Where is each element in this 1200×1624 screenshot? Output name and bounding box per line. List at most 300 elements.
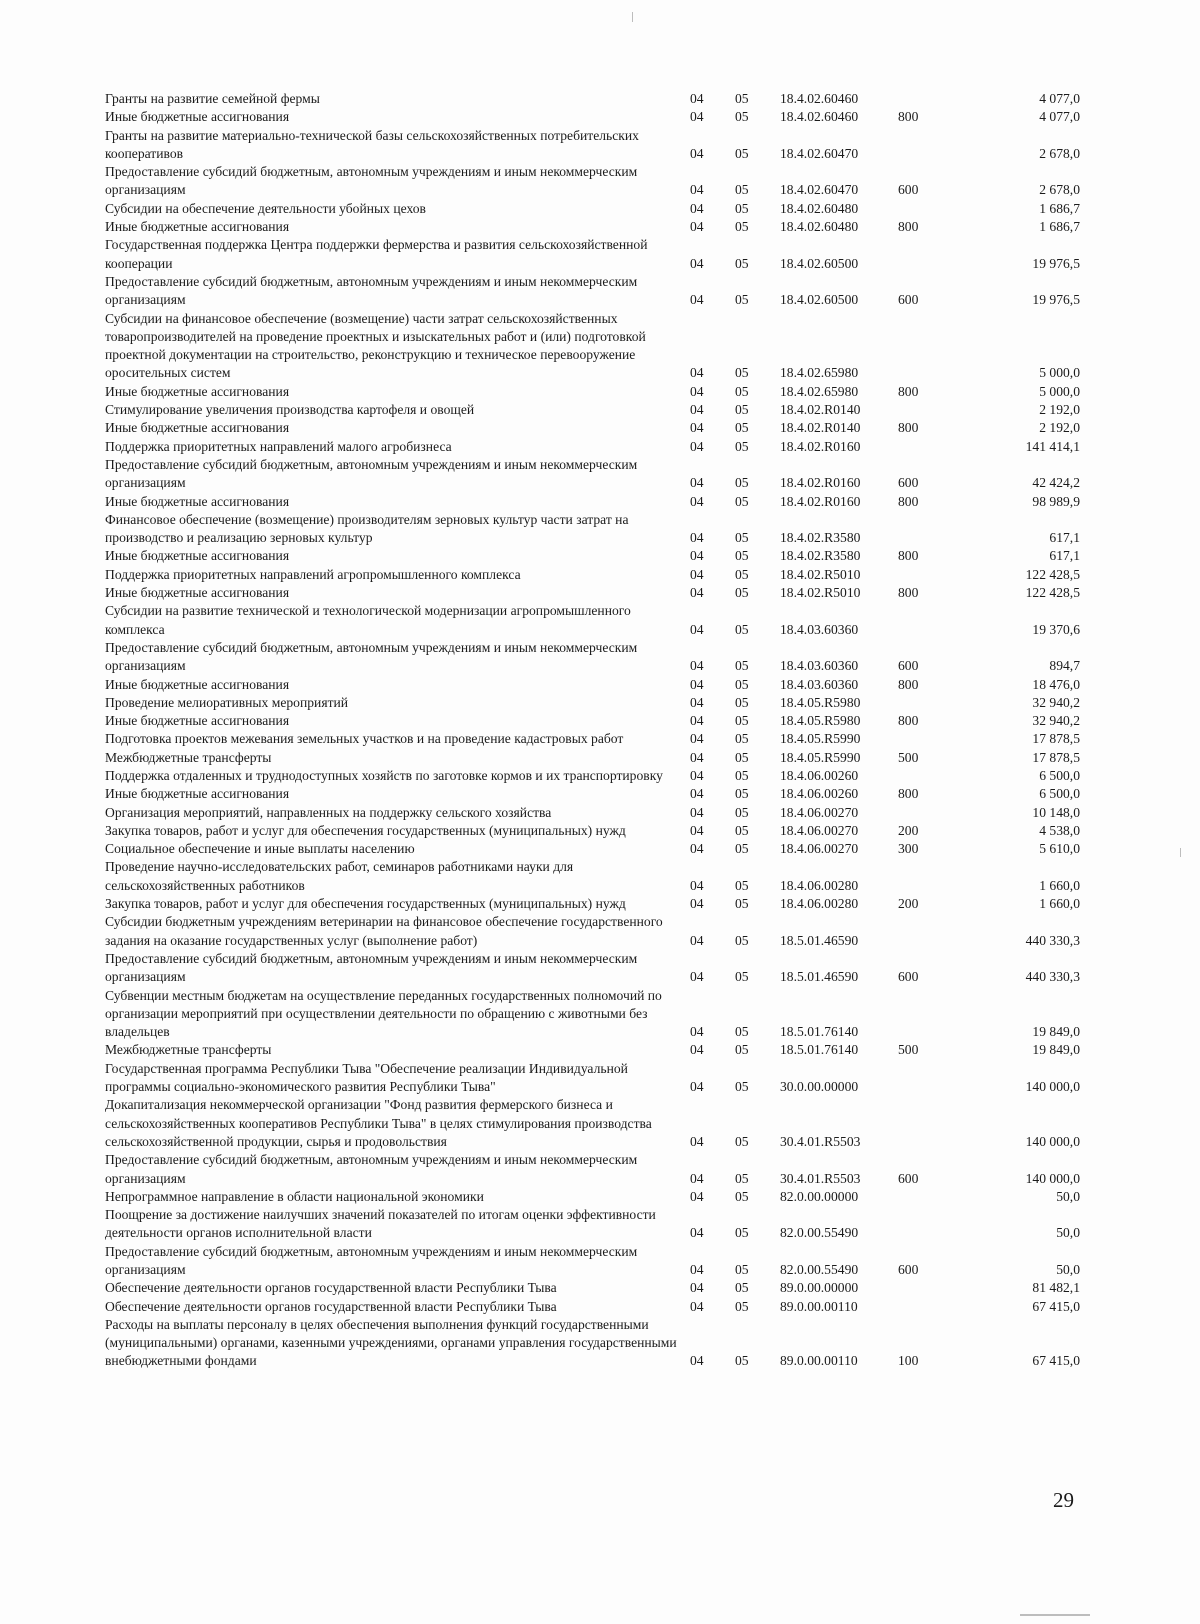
section-code: 04 (690, 530, 704, 546)
expense-type-code (898, 987, 960, 1042)
section-code: 04 (690, 1079, 704, 1095)
item-name: Предоставление субсидий бюджетным, автономным учреждениям и иным некоммерческим организациям (105, 273, 638, 308)
target-article-code: 18.4.02.60480 (780, 200, 859, 216)
amount: 42 424,2 (1032, 475, 1080, 491)
expense-type-code (898, 1188, 960, 1206)
target-article-code: 18.4.05.R5990 (780, 749, 861, 765)
item-name: Подготовка проектов межевания земельных участков и на проведение кадастровых работ (105, 731, 624, 747)
item-name: Расходы на выплаты персоналу в целях обеспечения выполнения функций государственными (муниципальными) органами, казенными учреждениями, органами управления государственными внебюджетными фондами (105, 1316, 677, 1369)
target-article-code: 89.0.00.00000 (780, 1280, 859, 1296)
expense-type-code: 300 (898, 841, 919, 857)
table-row (105, 676, 1080, 694)
amount: 894,7 (1049, 658, 1080, 674)
target-article-code: 18.4.02.65980 (780, 365, 859, 381)
amount: 5 610,0 (1039, 841, 1080, 857)
subsection-code: 05 (735, 402, 749, 418)
item-name: Иные бюджетные ассигнования (105, 786, 290, 802)
expense-type-code (898, 1096, 960, 1151)
page-number: 29 (1053, 1488, 1074, 1512)
target-article-code: 18.5.01.46590 (780, 969, 859, 985)
section-code: 04 (690, 1188, 704, 1204)
target-article-code: 82.0.00.00000 (780, 1188, 859, 1204)
target-article-code: 18.4.02.R0140 (780, 402, 861, 418)
item-name: Обеспечение деятельности органов государственной власти Республики Тыва (105, 1280, 557, 1296)
expense-type-code: 800 (898, 585, 919, 601)
amount: 140 000,0 (1025, 1170, 1080, 1186)
item-name: Субвенции местным бюджетам на осуществление переданных государственных полномочий по организации мероприятий при осуществлении деятельности по обращению с животными без владельцев (105, 987, 662, 1040)
section-code: 04 (690, 694, 704, 710)
amount: 440 330,3 (1025, 969, 1080, 985)
subsection-code: 05 (735, 438, 749, 454)
subsection-code: 05 (735, 91, 749, 106)
expense-type-code: 600 (898, 475, 919, 491)
target-article-code: 18.4.02.60470 (780, 145, 859, 161)
target-article-code: 82.0.00.55490 (780, 1262, 859, 1277)
table-row (105, 804, 1080, 822)
expense-type-code (898, 401, 960, 419)
amount: 617,1 (1049, 548, 1080, 564)
table-row (105, 1041, 1080, 1059)
section-code: 04 (690, 731, 704, 747)
table-row (105, 1060, 1080, 1097)
expense-type-code (898, 1206, 960, 1243)
expense-type-code: 500 (898, 749, 919, 765)
target-article-code: 18.4.02.60470 (780, 182, 859, 198)
target-article-code: 18.4.02.R0160 (780, 493, 861, 509)
expense-type-code (898, 511, 960, 548)
expense-type-code (898, 694, 960, 712)
table-row (105, 200, 1080, 218)
subsection-code: 05 (735, 658, 749, 674)
section-code: 04 (690, 109, 704, 125)
item-name: Предоставление субсидий бюджетным, автономным учреждениям и иным некоммерческим организациям (105, 639, 638, 674)
subsection-code: 05 (735, 255, 749, 271)
amount: 140 000,0 (1025, 1133, 1080, 1149)
expense-type-code: 200 (898, 822, 919, 838)
section-code: 04 (690, 1298, 704, 1314)
table-row (105, 639, 1080, 676)
section-code: 04 (690, 548, 704, 564)
item-name: Обеспечение деятельности органов государственной власти Республики Тыва (105, 1298, 557, 1314)
item-name: Поддержка приоритетных направлений агропромышленного комплекса (105, 566, 521, 582)
table-row (105, 694, 1080, 712)
item-name: Закупка товаров, работ и услуг для обеспечения государственных (муниципальных) нужд (105, 822, 626, 838)
subsection-code: 05 (735, 694, 749, 710)
target-article-code: 18.4.02.R0160 (780, 475, 861, 491)
section-code: 04 (690, 585, 704, 601)
table-row (105, 1151, 1080, 1188)
subsection-code: 05 (735, 475, 749, 491)
scan-artifact-mark (1020, 1614, 1090, 1616)
target-article-code: 30.0.00.00000 (780, 1079, 859, 1095)
section-code: 04 (690, 292, 704, 308)
amount: 67 415,0 (1032, 1353, 1080, 1369)
amount: 2 192,0 (1039, 402, 1080, 418)
table-row (105, 236, 1080, 273)
item-name: Предоставление субсидий бюджетным, автономным учреждениям и иным некоммерческим организациям (105, 456, 638, 491)
subsection-code: 05 (735, 530, 749, 546)
subsection-code: 05 (735, 1024, 749, 1040)
section-code: 04 (690, 91, 704, 106)
subsection-code: 05 (735, 822, 749, 838)
table-row (105, 767, 1080, 785)
section-code: 04 (690, 1042, 704, 1058)
target-article-code: 18.4.06.00260 (780, 767, 859, 783)
subsection-code: 05 (735, 767, 749, 783)
expense-type-code: 800 (898, 383, 919, 399)
expense-type-code (898, 310, 960, 383)
expense-type-code: 500 (898, 1042, 919, 1058)
amount: 5 000,0 (1039, 365, 1080, 381)
table-row (105, 218, 1080, 236)
expense-type-code (898, 730, 960, 748)
table-row (105, 419, 1080, 437)
section-code: 04 (690, 566, 704, 582)
subsection-code: 05 (735, 585, 749, 601)
amount: 6 500,0 (1039, 786, 1080, 802)
table-row (105, 858, 1080, 895)
target-article-code: 18.5.01.76140 (780, 1042, 859, 1058)
item-name: Иные бюджетные ассигнования (105, 420, 290, 436)
table-row (105, 749, 1080, 767)
target-article-code: 89.0.00.00110 (780, 1298, 858, 1314)
item-name: Иные бюджетные ассигнования (105, 219, 290, 235)
table-row (105, 950, 1080, 987)
item-name: Иные бюджетные ассигнования (105, 109, 290, 125)
expense-type-code (898, 767, 960, 785)
expense-type-code (898, 1060, 960, 1097)
budget-table-body (105, 90, 1080, 1371)
table-row (105, 987, 1080, 1042)
expense-type-code: 800 (898, 548, 919, 564)
table-row (105, 456, 1080, 493)
amount: 19 976,5 (1032, 255, 1080, 271)
table-row (105, 1206, 1080, 1243)
expense-type-code (898, 602, 960, 639)
expense-type-code: 800 (898, 786, 919, 802)
section-code: 04 (690, 493, 704, 509)
subsection-code: 05 (735, 1262, 749, 1277)
item-name: Государственная программа Республики Тыва "Обеспечение реализации Индивидуальной программы социально-экономического развития Республики Тыва" (105, 1060, 628, 1095)
section-code: 04 (690, 658, 704, 674)
target-article-code: 18.4.02.R0140 (780, 420, 861, 436)
section-code: 04 (690, 365, 704, 381)
item-name: Иные бюджетные ассигнования (105, 548, 290, 564)
expense-type-code (898, 1298, 960, 1316)
item-name: Субсидии на обеспечение деятельности убойных цехов (105, 200, 426, 216)
target-article-code: 30.4.01.R5503 (780, 1133, 861, 1149)
target-article-code: 18.4.02.R5010 (780, 566, 861, 582)
section-code: 04 (690, 713, 704, 729)
subsection-code: 05 (735, 841, 749, 857)
subsection-code: 05 (735, 804, 749, 820)
section-code: 04 (690, 219, 704, 235)
amount: 122 428,5 (1025, 566, 1080, 582)
section-code: 04 (690, 200, 704, 216)
amount: 18 476,0 (1032, 676, 1080, 692)
table-row (105, 127, 1080, 164)
expense-type-code: 600 (898, 1170, 919, 1186)
subsection-code: 05 (735, 145, 749, 161)
amount: 2 192,0 (1039, 420, 1080, 436)
subsection-code: 05 (735, 109, 749, 125)
table-row (105, 840, 1080, 858)
expense-type-code: 800 (898, 676, 919, 692)
item-name: Гранты на развитие материально-технической базы сельскохозяйственных потребительских кооперативов (105, 127, 639, 161)
amount: 4 538,0 (1039, 822, 1080, 838)
expense-type-code: 800 (898, 420, 919, 436)
section-code: 04 (690, 1170, 704, 1186)
section-code: 04 (690, 767, 704, 783)
item-name: Межбюджетные трансферты (105, 1042, 272, 1058)
subsection-code: 05 (735, 1079, 749, 1095)
expense-type-code: 100 (898, 1353, 919, 1369)
amount: 141 414,1 (1025, 438, 1080, 454)
item-name: Предоставление субсидий бюджетным, автономным учреждениям и иным некоммерческим организациям (105, 1243, 638, 1277)
table-row (105, 273, 1080, 310)
subsection-code: 05 (735, 749, 749, 765)
section-code: 04 (690, 145, 704, 161)
section-code: 04 (690, 676, 704, 692)
scan-artifact-mark (632, 12, 633, 22)
expense-type-code: 800 (898, 493, 919, 509)
item-name: Проведение научно-исследовательских работ, семинаров работниками науки для сельскохозяйственных работников (105, 859, 574, 893)
amount: 4 077,0 (1039, 109, 1080, 125)
table-row (105, 895, 1080, 913)
target-article-code: 18.4.06.00280 (780, 877, 859, 893)
amount: 2 678,0 (1039, 145, 1080, 161)
section-code: 04 (690, 438, 704, 454)
table-row (105, 712, 1080, 730)
target-article-code: 18.4.06.00270 (780, 841, 859, 857)
subsection-code: 05 (735, 182, 749, 198)
amount: 140 000,0 (1025, 1079, 1080, 1095)
target-article-code: 18.4.02.60460 (780, 91, 859, 106)
section-code: 04 (690, 877, 704, 893)
item-name: Поощрение за достижение наилучших значений показателей по итогам оценки эффективности деятельности органов исполнительной власти (105, 1207, 656, 1241)
expense-type-code: 800 (898, 713, 919, 729)
expense-type-code: 200 (898, 896, 919, 912)
target-article-code: 18.4.02.R0160 (780, 438, 861, 454)
table-row (105, 1298, 1080, 1316)
section-code: 04 (690, 255, 704, 271)
item-name: Предоставление субсидий бюджетным, автономным учреждениям и иным некоммерческим организациям (105, 164, 638, 198)
amount: 1 660,0 (1039, 877, 1080, 893)
amount: 17 878,5 (1032, 731, 1080, 747)
subsection-code: 05 (735, 292, 749, 308)
expense-type-code (898, 566, 960, 584)
item-name: Закупка товаров, работ и услуг для обеспечения государственных (муниципальных) нужд (105, 896, 626, 912)
section-code: 04 (690, 969, 704, 985)
table-row (105, 511, 1080, 548)
table-row (105, 1243, 1080, 1280)
amount: 6 500,0 (1039, 767, 1080, 783)
item-name: Иные бюджетные ассигнования (105, 493, 290, 509)
target-article-code: 18.4.03.60360 (780, 676, 859, 692)
expense-type-code: 600 (898, 182, 919, 198)
table-row (105, 90, 1080, 108)
table-row (105, 822, 1080, 840)
target-article-code: 18.4.05.R5990 (780, 731, 861, 747)
expense-type-code (898, 90, 960, 108)
subsection-code: 05 (735, 877, 749, 893)
target-article-code: 18.4.06.00260 (780, 786, 859, 802)
item-name: Государственная поддержка Центра поддержки фермерства и развития сельскохозяйственной кооперации (105, 237, 648, 271)
item-name: Докапитализация некоммерческой организации "Фонд развития фермерского бизнеса и сельскохозяйственных кооперативов Республики Тыва" в целях стимулирования производства сельскохозяйственной продукции, сырья и продовольствия (105, 1097, 652, 1149)
section-code: 04 (690, 749, 704, 765)
expense-type-code: 800 (898, 109, 919, 125)
amount: 2 678,0 (1039, 182, 1080, 198)
target-article-code: 18.4.02.60480 (780, 219, 859, 235)
target-article-code: 18.5.01.46590 (780, 932, 859, 948)
item-name: Поддержка приоритетных направлений малого агробизнеса (105, 438, 452, 454)
amount: 10 148,0 (1032, 804, 1080, 820)
section-code: 04 (690, 932, 704, 948)
amount: 19 849,0 (1032, 1042, 1080, 1058)
target-article-code: 82.0.00.55490 (780, 1225, 859, 1241)
expense-type-code: 800 (898, 219, 919, 235)
expense-type-code: 600 (898, 1262, 919, 1277)
target-article-code: 18.4.02.60500 (780, 255, 859, 271)
item-name: Стимулирование увеличения производства картофеля и овощей (105, 402, 475, 418)
item-name: Субсидии бюджетным учреждениям ветеринарии на финансовое обеспечение государственного задания на оказание государственных услуг (выполнение работ) (105, 914, 663, 948)
item-name: Социальное обеспечение и иные выплаты населению (105, 841, 415, 857)
scan-artifact-mark (1180, 848, 1181, 857)
amount: 19 976,5 (1032, 292, 1080, 308)
amount: 50,0 (1056, 1262, 1080, 1277)
subsection-code: 05 (735, 969, 749, 985)
section-code: 04 (690, 841, 704, 857)
amount: 1 686,7 (1039, 219, 1080, 235)
target-article-code: 18.4.02.60460 (780, 109, 859, 125)
target-article-code: 18.4.03.60360 (780, 658, 859, 674)
item-name: Поддержка отдаленных и труднодоступных хозяйств по заготовке кормов и их транспортировку (105, 767, 663, 783)
item-name: Финансовое обеспечение (возмещение) производителям зерновых культур части затрат на производство и реализацию зерновых культур (105, 511, 629, 546)
target-article-code: 18.4.06.00280 (780, 896, 859, 912)
item-name: Предоставление субсидий бюджетным, автономным учреждениям и иным некоммерческим организациям (105, 1152, 638, 1186)
section-code: 04 (690, 1024, 704, 1040)
table-row (105, 383, 1080, 401)
table-row (105, 163, 1080, 200)
target-article-code: 18.4.02.60500 (780, 292, 859, 308)
amount: 17 878,5 (1032, 749, 1080, 765)
table-row (105, 1096, 1080, 1151)
expense-type-code (898, 1279, 960, 1297)
amount: 50,0 (1056, 1225, 1080, 1241)
subsection-code: 05 (735, 1133, 749, 1149)
target-article-code: 18.4.02.R3580 (780, 530, 861, 546)
subsection-code: 05 (735, 200, 749, 216)
amount: 19 370,6 (1032, 621, 1080, 637)
item-name: Иные бюджетные ассигнования (105, 383, 290, 399)
target-article-code: 18.4.05.R5980 (780, 694, 861, 710)
expense-type-code (898, 858, 960, 895)
amount: 122 428,5 (1025, 585, 1080, 601)
subsection-code: 05 (735, 493, 749, 509)
subsection-code: 05 (735, 383, 749, 399)
subsection-code: 05 (735, 1298, 749, 1314)
expense-type-code: 600 (898, 292, 919, 308)
target-article-code: 18.4.06.00270 (780, 804, 859, 820)
item-name: Межбюджетные трансферты (105, 749, 272, 765)
subsection-code: 05 (735, 548, 749, 564)
section-code: 04 (690, 896, 704, 912)
expense-type-code (898, 804, 960, 822)
subsection-code: 05 (735, 1225, 749, 1241)
item-name: Проведение мелиоративных мероприятий (105, 694, 349, 710)
amount: 617,1 (1049, 530, 1080, 546)
subsection-code: 05 (735, 621, 749, 637)
target-article-code: 89.0.00.00110 (780, 1353, 858, 1369)
subsection-code: 05 (735, 219, 749, 235)
expense-type-code (898, 913, 960, 950)
subsection-code: 05 (735, 365, 749, 381)
target-article-code: 18.4.05.R5980 (780, 713, 861, 729)
table-row (105, 1316, 1080, 1371)
subsection-code: 05 (735, 731, 749, 747)
target-article-code: 30.4.01.R5503 (780, 1170, 861, 1186)
subsection-code: 05 (735, 932, 749, 948)
section-code: 04 (690, 1353, 704, 1369)
item-name: Предоставление субсидий бюджетным, автономным учреждениям и иным некоммерческим организациям (105, 950, 638, 985)
amount: 32 940,2 (1032, 694, 1080, 710)
section-code: 04 (690, 402, 704, 418)
section-code: 04 (690, 182, 704, 198)
amount: 67 415,0 (1032, 1298, 1080, 1314)
section-code: 04 (690, 1225, 704, 1241)
expense-type-code: 600 (898, 969, 919, 985)
table-row (105, 730, 1080, 748)
subsection-code: 05 (735, 1353, 749, 1369)
table-row (105, 108, 1080, 126)
section-code: 04 (690, 822, 704, 838)
table-row (105, 493, 1080, 511)
expense-type-code (898, 127, 960, 164)
table-row (105, 566, 1080, 584)
table-row (105, 547, 1080, 565)
target-article-code: 18.4.02.R5010 (780, 585, 861, 601)
table-row (105, 1279, 1080, 1297)
target-article-code: 18.4.02.65980 (780, 383, 859, 399)
item-name: Гранты на развитие семейной фермы (105, 91, 320, 106)
subsection-code: 05 (735, 1042, 749, 1058)
section-code: 04 (690, 383, 704, 399)
amount: 1 660,0 (1039, 896, 1080, 912)
section-code: 04 (690, 621, 704, 637)
section-code: 04 (690, 475, 704, 491)
amount: 5 000,0 (1039, 383, 1080, 399)
expense-type-code (898, 236, 960, 273)
table-row (105, 584, 1080, 602)
subsection-code: 05 (735, 420, 749, 436)
subsection-code: 05 (735, 1170, 749, 1186)
item-name: Организация мероприятий, направленных на поддержку сельского хозяйства (105, 804, 552, 820)
budget-table (105, 90, 1080, 1371)
expense-type-code (898, 438, 960, 456)
amount: 19 849,0 (1032, 1024, 1080, 1040)
amount: 98 989,9 (1032, 493, 1080, 509)
amount: 1 686,7 (1039, 200, 1080, 216)
section-code: 04 (690, 786, 704, 802)
target-article-code: 18.4.02.R3580 (780, 548, 861, 564)
table-row (105, 602, 1080, 639)
table-row (105, 913, 1080, 950)
expense-type-code (898, 200, 960, 218)
table-row (105, 785, 1080, 803)
subsection-code: 05 (735, 1280, 749, 1296)
item-name: Непрограммное направление в области национальной экономики (105, 1188, 484, 1204)
subsection-code: 05 (735, 786, 749, 802)
